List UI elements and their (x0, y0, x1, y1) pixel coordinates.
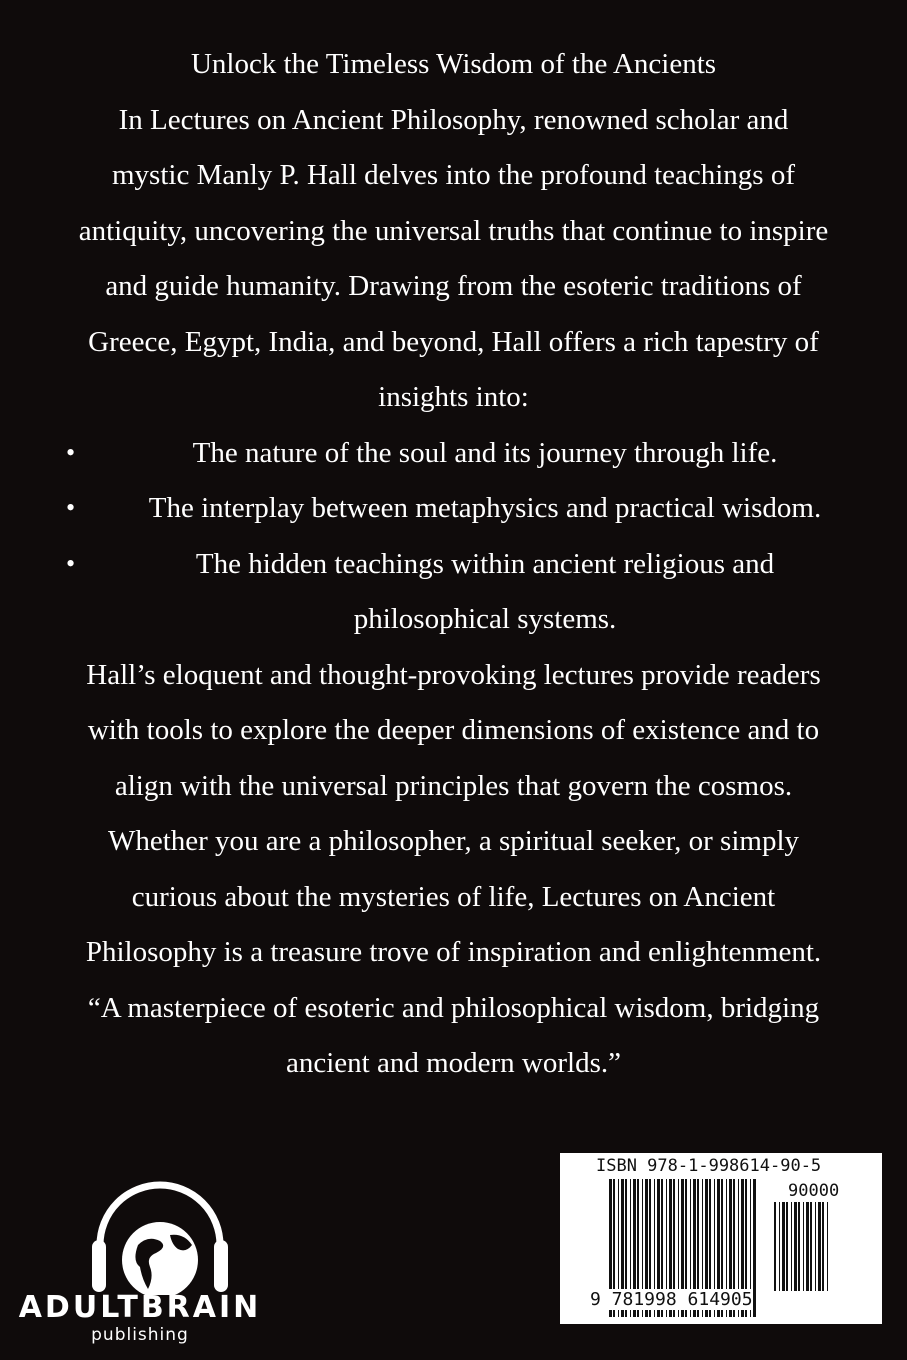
body-line: with tools to explore the deeper dimensions of existence and to (87, 714, 820, 746)
barcode-bar (794, 1202, 797, 1291)
isbn-barcode (560, 1153, 882, 1324)
intro-line: mystic Manly P. Hall delves into the profound teachings of (111, 159, 795, 191)
heading: Unlock the Timeless Wisdom of the Ancients (190, 48, 717, 80)
body-line: Philosophy is a treasure trove of inspiration and enlightenment. (85, 936, 822, 968)
bullet-icon: • (66, 437, 76, 467)
barcode-bar (822, 1202, 824, 1291)
price-code: 90000 (788, 1181, 840, 1201)
barcode-bar (810, 1202, 812, 1291)
barcode-bar (779, 1202, 780, 1291)
bullet-icon: • (66, 493, 76, 522)
barcode-bar (803, 1202, 804, 1291)
headphones-globe-icon (30, 1175, 290, 1295)
barcode-bar (798, 1202, 800, 1291)
body-line: curious about the mysteries of life, Lectures on Ancient (131, 880, 776, 913)
bullet-item-line: The hidden teachings within ancient religious and (195, 547, 775, 580)
barcode-bar (791, 1202, 792, 1291)
barcode-digits: 9 781998 614905 (590, 1289, 753, 1310)
body-line: align with the universal principles that govern the cosmos. (114, 769, 793, 802)
bullet-item-line: philosophical systems. (353, 603, 617, 635)
body-line: Whether you are a philosopher, a spiritual seeker, or simply (107, 825, 800, 857)
barcode-bar (786, 1202, 788, 1291)
bullet-item-line: The interplay between metaphysics and practical wisdom. (148, 492, 822, 524)
intro-line: In Lectures on Ancient Philosophy, renowned scholar and (118, 103, 789, 136)
barcode-bar (774, 1202, 776, 1291)
isbn-text: ISBN 978-1-998614-90-5 (596, 1156, 822, 1176)
barcode-bar (818, 1202, 821, 1291)
bullet-icon: • (66, 548, 76, 578)
publisher-subtitle: publishing (91, 1325, 189, 1345)
intro-line: antiquity, uncovering the universal truths that continue to inspire (78, 214, 829, 247)
barcode-bar (753, 1179, 756, 1317)
barcode-bar (827, 1202, 828, 1291)
barcode-bar (806, 1202, 809, 1291)
body-line: Hall’s eloquent and thought-provoking lectures provide readers (86, 658, 821, 691)
barcode-bar (815, 1202, 816, 1291)
barcode-bar (782, 1202, 785, 1291)
intro-line: insights into: (378, 381, 529, 413)
body-line: “A masterpiece of esoteric and philosophical wisdom, bridging (87, 991, 820, 1024)
body-line: ancient and modern worlds.” (285, 1047, 621, 1079)
intro-line: Greece, Egypt, India, and beyond, Hall offers a rich tapestry of (88, 325, 819, 358)
publisher-name: ADULTBRAIN (18, 1290, 262, 1325)
intro-line: and guide humanity. Drawing from the esoteric traditions of (105, 270, 802, 302)
bullet-item-line: The nature of the soul and its journey through life. (192, 436, 778, 469)
